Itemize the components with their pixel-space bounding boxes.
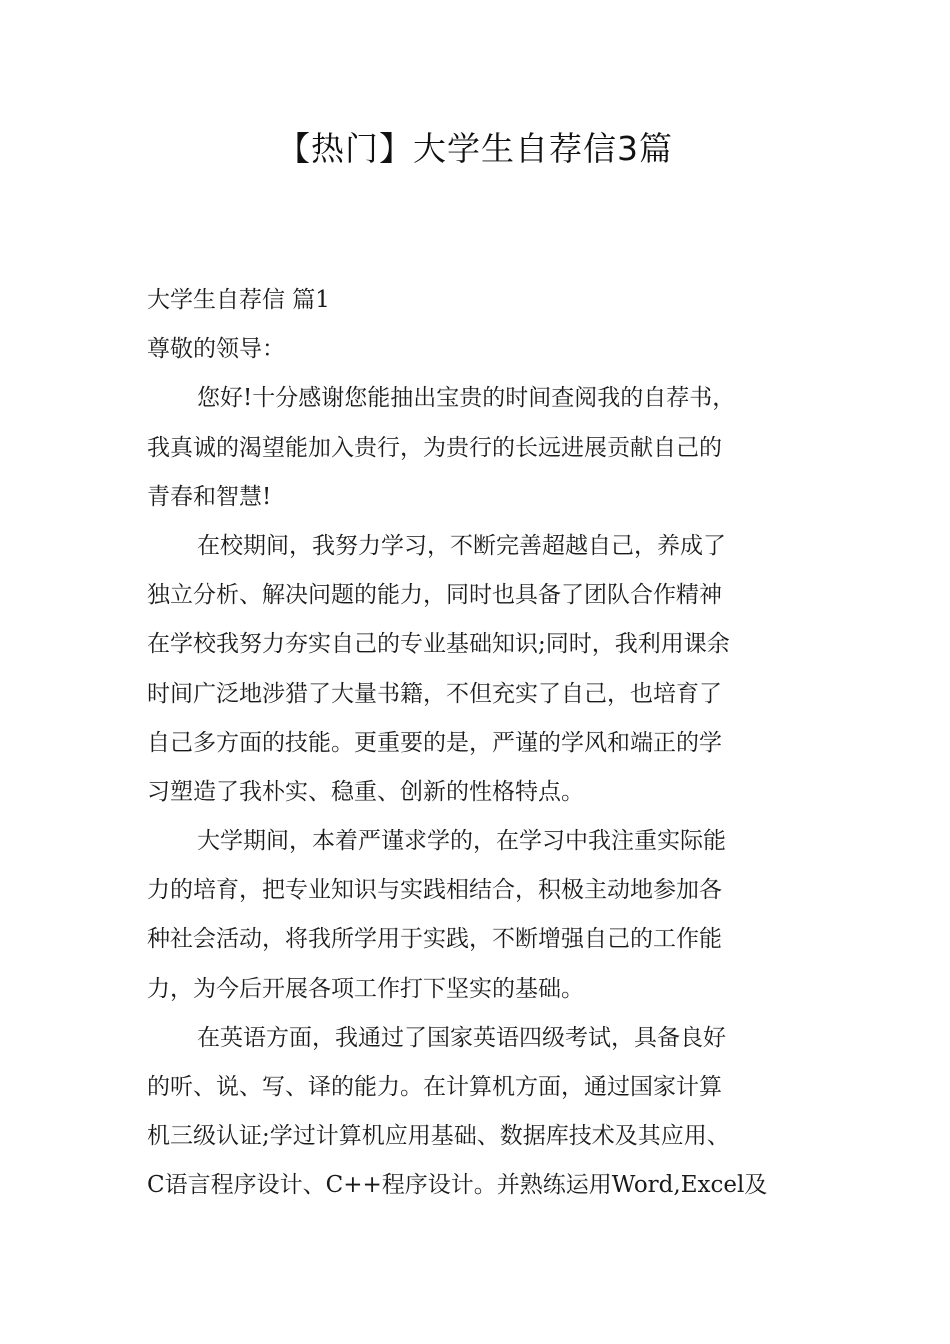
text-line: 力的培育，把专业知识与实践相结合，积极主动地参加各 [147, 877, 722, 904]
text-line: 青春和智慧! [147, 483, 272, 510]
text-line: 独立分析、解决问题的能力，同时也具备了团队合作精神 [147, 582, 722, 609]
document-body [147, 276, 812, 1211]
text-line: 大学生自荐信 篇1 [147, 287, 330, 313]
text-line: 大学期间，本着严谨求学的，在学习中我注重实际能 [197, 828, 726, 855]
text-line: 时间广泛地涉猎了大量书籍，不但充实了自己，也培育了 [147, 680, 722, 707]
document-title: 【热门】大学生自荐信3篇 [277, 129, 673, 168]
text-line: 在学校我努力夯实自己的专业基础知识;同时，我利用课余 [147, 631, 730, 658]
text-line: 力，为今后开展各项工作打下坚实的基础。 [147, 975, 584, 1002]
text-line: 您好!十分感谢您能抽出宝贵的时间查阅我的自荐书， [197, 385, 736, 412]
text-line: 在校期间，我努力学习，不断完善超越自己，养成了 [197, 532, 726, 559]
text-line: 我真诚的渴望能加入贵行，为贵行的长远进展贡献自己的 [147, 434, 722, 461]
text-line: 习塑造了我朴实、稳重、创新的性格特点。 [147, 778, 584, 805]
text-line: 的听、说、写、译的能力。在计算机方面，通过国家计算 [147, 1074, 722, 1100]
text-line: 尊敬的领导： [147, 336, 285, 363]
text-line: 在英语方面，我通过了国家英语四级考试，具备良好 [197, 1024, 726, 1051]
text-line: C语言程序设计、C++程序设计。并熟练运用Word,Excel及 [147, 1172, 768, 1199]
text-line: 种社会活动，将我所学用于实践，不断增强自己的工作能 [147, 926, 722, 953]
text-line: 机三级认证;学过计算机应用基础、数据库技术及其应用、 [147, 1123, 730, 1150]
text-line: 自己多方面的技能。更重要的是，严谨的学风和端正的学 [147, 729, 722, 756]
